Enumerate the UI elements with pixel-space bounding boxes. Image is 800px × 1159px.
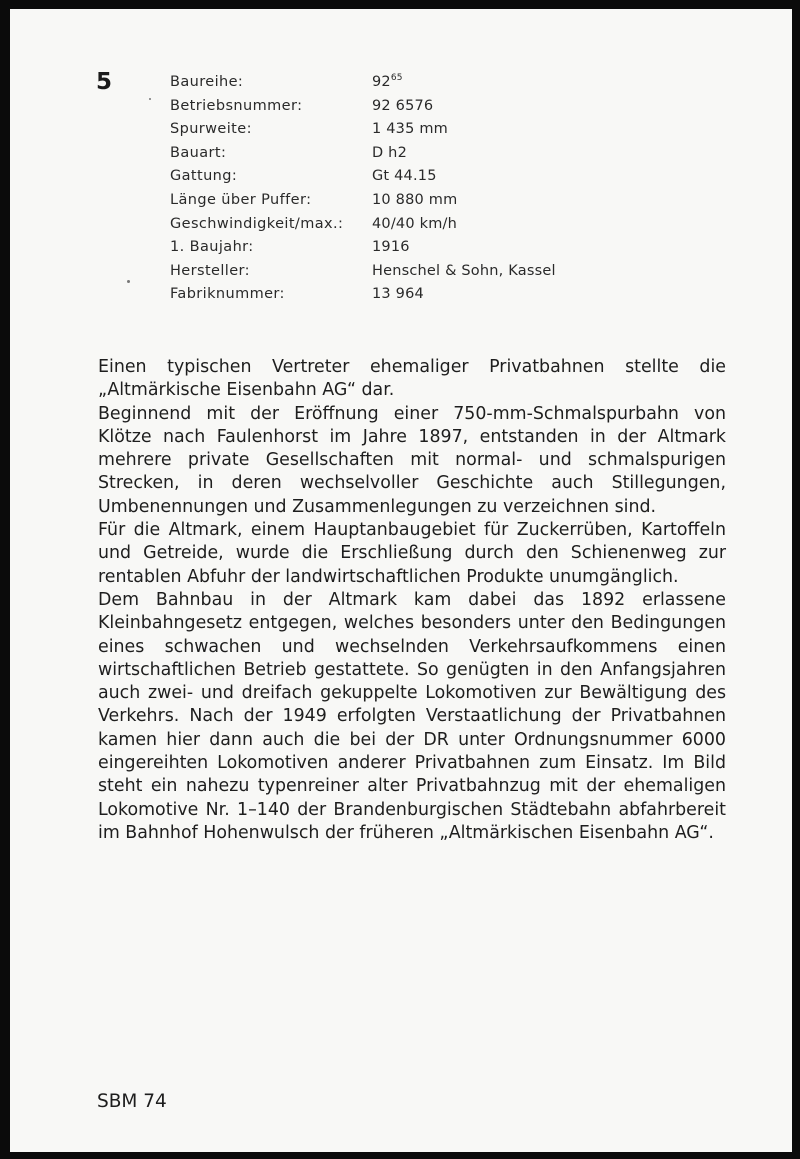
spec-label: Baureihe:	[170, 74, 244, 90]
spec-value: 10 880 mm	[372, 191, 458, 208]
spec-label: Länge über Puffer:	[170, 191, 312, 208]
print-speck	[127, 280, 130, 283]
spec-value: D h2	[372, 144, 407, 161]
spec-row	[170, 189, 730, 213]
spec-value: 13 964	[372, 286, 424, 303]
spec-value: 92 6576	[372, 97, 434, 114]
postcard-back	[10, 9, 792, 1152]
description-text	[98, 356, 726, 845]
spec-row	[170, 142, 730, 166]
spec-row	[170, 71, 730, 95]
paragraph: Für die Altmark, einem Hauptanbaugebiet für Zuckerrüben, Kartoffeln und Getreide, wurde die Erschließung durch den Schienenweg zur rentablen Abfuhr der landwirtschaftlichen Produkte unumgänglich.	[98, 520, 726, 587]
spec-superscript: 65	[390, 73, 403, 83]
paragraph: Einen typischen Vertreter ehemaliger Privatbahnen stellte die „Altmärkische Eisenbahn AG“ dar.	[98, 357, 726, 401]
print-speck	[149, 98, 151, 100]
spec-label: Spurweite:	[170, 121, 252, 138]
spec-label: Gattung:	[170, 168, 238, 185]
spec-value: Henschel & Sohn, Kassel	[372, 262, 556, 279]
spec-row	[170, 118, 730, 142]
spec-row	[170, 165, 730, 189]
spec-table	[170, 71, 730, 307]
spec-label: Geschwindigkeit/max.:	[170, 215, 344, 232]
card-number: 5	[96, 69, 113, 95]
spec-label: Bauart:	[170, 144, 227, 161]
paragraph: Dem Bahnbau in der Altmark kam dabei das 1892 erlassene Kleinbahngesetz entgegen, welches besonders unter den Bedingungen eines schwachen und wechselnden Verkehrsaufkommens einen wirtschaftlichen Betrieb gestattete. So genügten in den Anfangsjahren auch zwei- und dreifach gekuppelte Lokomotiven zur Bewältigung des Verkehrs. Nach der 1949 erfolgten Verstaatlichung der Privatbahnen kamen hier dann auch die bei der DR unter Ordnungsnummer 6000 eingereihten Lokomotiven anderer Privatbahnen zum Einsatz. Im Bild steht ein nahezu typenreiner alter Privatbahnzug mit der ehemaligen Lokomotive Nr. 1–140 der Brandenburgischen Städtebahn abfahrbereit im Bahnhof Hohenwulsch der früheren „Altmärkischen Eisenbahn AG“.	[98, 589, 726, 843]
spec-value: Gt 44.15	[372, 168, 437, 185]
paragraph: Beginnend mit der Eröffnung einer 750-mm-Schmalspurbahn von Klötze nach Faulenhorst im Jahre 1897, entstanden in der Altmark mehrere private Gesellschaften mit normal- und schmalspurigen Strecken, in deren wechselvoller Geschichte auch Stillegungen, Umbenennungen und Zusammenlegungen zu verzeichnen sind.	[98, 403, 726, 517]
spec-row	[170, 95, 730, 119]
spec-label: Hersteller:	[170, 262, 250, 279]
spec-label: Betriebsnummer:	[170, 97, 303, 114]
spec-label: Fabriknummer:	[170, 286, 285, 303]
spec-row	[170, 213, 730, 237]
spec-row	[170, 260, 730, 284]
spec-value: 1916	[372, 239, 410, 256]
spec-row	[170, 236, 730, 260]
spec-value: $92^{65}$	[372, 73, 403, 90]
spec-row	[170, 283, 730, 307]
series-code: SBM 74	[97, 1091, 167, 1112]
spec-label: 1. Baujahr:	[170, 239, 254, 256]
spec-value: 1 435 mm	[372, 121, 448, 138]
spec-value: 40/40 km/h	[372, 215, 457, 232]
